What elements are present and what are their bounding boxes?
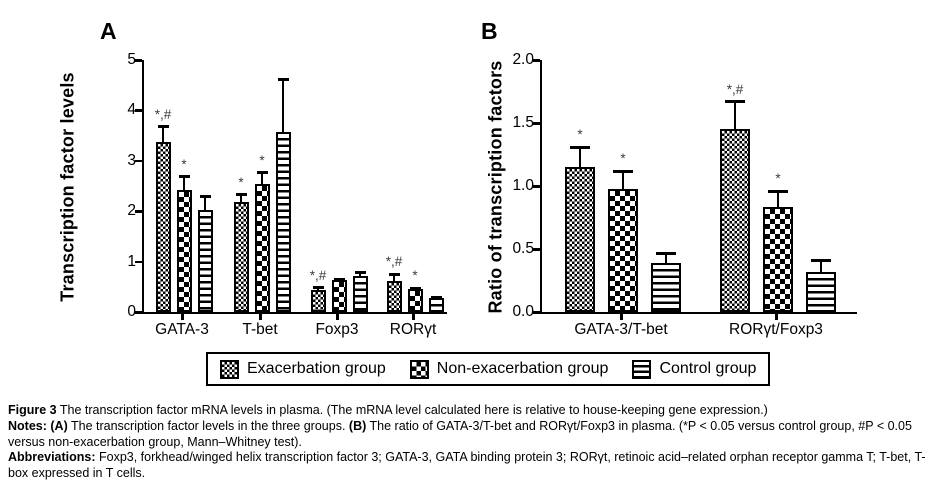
legend-item-control: [632, 360, 756, 379]
significance-annotation: *: [577, 127, 583, 143]
y-axis-title: Ratio of transcription factors: [485, 60, 506, 314]
bar-GATA-3/T-bet-exacerbation-group: [565, 167, 595, 312]
significance-annotation: *: [238, 174, 244, 190]
bar-GATA-3/T-bet-non-exacerbation-group: [608, 189, 638, 312]
caption-figure-text: The transcription factor mRNA levels in plasma. (The mRNA level calculated here is relative to house-keeping gene expression.): [56, 403, 768, 417]
significance-annotation: *,#: [309, 267, 327, 283]
x-tick-mark: [620, 314, 623, 320]
error-bar-cap: [613, 170, 633, 173]
significance-annotation: *,#: [385, 254, 403, 270]
bar-GATA-3/T-bet-control-group: [651, 263, 681, 312]
coarse-checkerboard-swatch-icon: [410, 360, 429, 379]
fine-checkerboard-swatch-icon: [220, 360, 239, 379]
caption-abbreviations-label: Abbreviations:: [8, 450, 96, 465]
caption-notes-b-text: The ratio of GATA-3/T-bet and RORγt/Foxp3 in plasma. (*P < 0.05 versus control group, #P < 0.05 versus non-exacerbation group, Mann–Whitney test).: [8, 418, 912, 449]
caption-notes-b-label: (B): [348, 418, 367, 433]
legend-label-control: Control group: [659, 360, 757, 377]
x-category-label: RORγt: [389, 321, 437, 338]
significance-annotation: *: [181, 156, 187, 172]
y-tick-label: 0: [127, 303, 136, 320]
plot-area: [512, 51, 857, 320]
significance-annotation: *: [259, 152, 265, 168]
y-tick-label: 1.5: [512, 114, 534, 131]
bar-RORγt/Foxp3-exacerbation-group: [720, 129, 750, 312]
caption-notes-a-label: (A): [46, 418, 68, 433]
error-bar-stem: [734, 100, 737, 129]
y-tick-label: 0.5: [512, 240, 534, 257]
error-bar-cap: [570, 146, 590, 149]
bar-RORγt/Foxp3-control-group: [806, 272, 836, 312]
significance-annotation: *: [620, 151, 626, 167]
legend-label-exacerbation: Exacerbation group: [247, 360, 386, 377]
y-tick-label: 3: [127, 151, 136, 169]
y-tick-label: 2.0: [512, 51, 534, 68]
panel-label-b: B: [481, 18, 498, 44]
error-bar-cap: [811, 259, 831, 262]
y-tick-label: 2: [127, 202, 136, 220]
y-axis-title: Transcription factor levels: [57, 72, 78, 302]
y-tick-label: 1.0: [512, 177, 534, 194]
y-tick-label: 0.0: [512, 303, 534, 320]
caption-notes-label: Notes:: [8, 418, 47, 433]
caption-abbreviations-line: [8, 450, 944, 482]
x-category-label: GATA-3: [155, 321, 209, 338]
caption-notes-a-text: The transcription factor levels in the three groups.: [67, 418, 349, 433]
significance-annotation: *: [412, 268, 418, 284]
caption-figure-line: [8, 403, 944, 419]
x-category-label: Foxp3: [315, 321, 359, 338]
horizontal-lines-swatch-icon: [632, 360, 651, 379]
y-tick-label: 1: [127, 252, 136, 270]
caption-abbreviations-text: Foxp3, forkhead/winged helix transcription factor 3; GATA-3, GATA binding protein 3; RORγt, retinoic acid–related orphan receptor gamma T; T-bet, T-box expressed in T cells.: [8, 450, 926, 481]
significance-annotation: *: [775, 171, 781, 187]
significance-annotation: *,#: [726, 81, 744, 97]
caption-figure-label: Figure 3: [8, 403, 57, 417]
legend-item-exacerbation: [220, 360, 386, 379]
error-bar-cap: [768, 190, 788, 193]
panel-label-a: A: [100, 18, 117, 44]
legend-label-non-exacerbation: Non-exacerbation group: [436, 360, 609, 377]
significance-annotation: *,#: [154, 106, 172, 122]
x-category-label: T-bet: [242, 321, 278, 338]
caption-notes-line: [8, 419, 944, 451]
error-bar-cap: [656, 252, 676, 255]
x-category-label: RORγt/Foxp3: [729, 321, 823, 338]
legend-item-non-exacerbation: [410, 360, 609, 379]
x-category-label: GATA-3/T-bet: [574, 321, 668, 338]
error-bar-cap: [725, 100, 745, 103]
x-tick-mark: [775, 314, 778, 320]
y-tick-label: 5: [127, 51, 136, 68]
error-bar-stem: [579, 146, 582, 167]
y-tick-label: 4: [127, 101, 136, 119]
legend: [206, 352, 770, 386]
bar-RORγt/Foxp3-non-exacerbation-group: [763, 207, 793, 312]
figure-caption: [8, 403, 944, 482]
